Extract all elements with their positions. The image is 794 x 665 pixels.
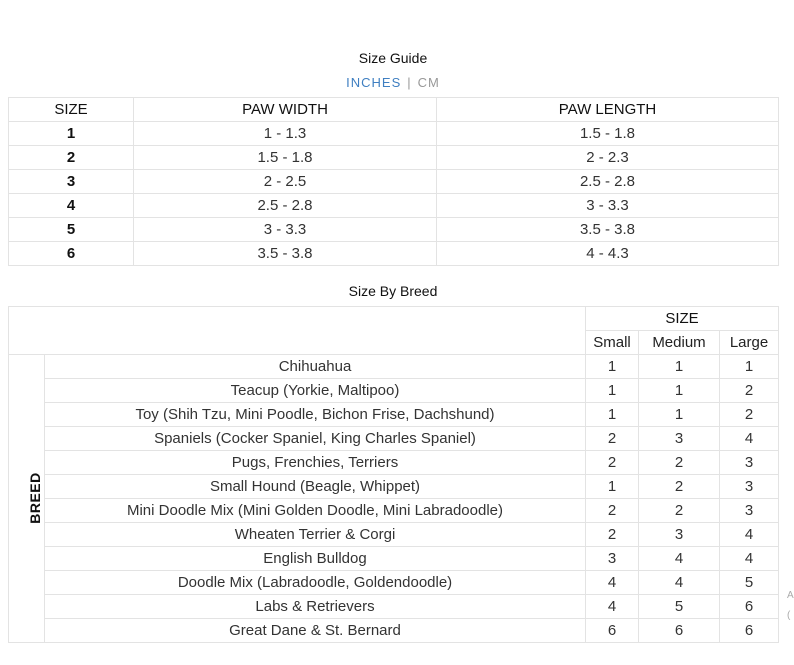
breed-row bbox=[9, 595, 779, 619]
breed-name: Great Dane & St. Bernard bbox=[45, 619, 586, 643]
size-value: 4 bbox=[9, 194, 134, 218]
size-guide-row bbox=[9, 218, 779, 242]
size-by-breed-table bbox=[8, 306, 779, 643]
small-size-value: 1 bbox=[586, 355, 639, 379]
size-guide-title: Size Guide bbox=[358, 50, 428, 66]
medium-size-value: 3 bbox=[639, 427, 720, 451]
breed-row bbox=[9, 523, 779, 547]
small-size-value: 1 bbox=[586, 379, 639, 403]
medium-size-value: 5 bbox=[639, 595, 720, 619]
small-size-value: 2 bbox=[586, 451, 639, 475]
small-size-value: 4 bbox=[586, 571, 639, 595]
breed-row bbox=[9, 427, 779, 451]
large-size-value: 2 bbox=[720, 379, 779, 403]
paw-width-value: 1.5 - 1.8 bbox=[134, 146, 437, 170]
paw-width-value: 3.5 - 3.8 bbox=[134, 242, 437, 266]
size-value: 2 bbox=[9, 146, 134, 170]
breed-row bbox=[9, 547, 779, 571]
edge-fragment-a: A bbox=[787, 590, 794, 601]
breed-name: Toy (Shih Tzu, Mini Poodle, Bichon Frise, Dachshund) bbox=[45, 403, 586, 427]
breed-name: Chihuahua bbox=[45, 355, 586, 379]
size-by-breed-title: Size By Breed bbox=[348, 283, 438, 299]
size-value: 5 bbox=[9, 218, 134, 242]
large-size-value: 3 bbox=[720, 475, 779, 499]
breed-name: Mini Doodle Mix (Mini Golden Doodle, Mini Labradoodle) bbox=[45, 499, 586, 523]
paw-length-value: 3.5 - 3.8 bbox=[437, 218, 779, 242]
paw-length-column-header: PAW LENGTH bbox=[437, 98, 779, 122]
medium-column-header: Medium bbox=[639, 331, 720, 355]
medium-size-value: 3 bbox=[639, 523, 720, 547]
large-size-value: 3 bbox=[720, 499, 779, 523]
medium-size-value: 4 bbox=[639, 547, 720, 571]
size-column-header: SIZE bbox=[9, 98, 134, 122]
large-size-value: 2 bbox=[720, 403, 779, 427]
breed-name: Teacup (Yorkie, Maltipoo) bbox=[45, 379, 586, 403]
breed-name: English Bulldog bbox=[45, 547, 586, 571]
unit-separator: | bbox=[407, 75, 412, 90]
medium-size-value: 2 bbox=[639, 499, 720, 523]
large-size-value: 4 bbox=[720, 427, 779, 451]
breed-row bbox=[9, 355, 779, 379]
breed-label: BREED bbox=[26, 472, 43, 524]
large-size-value: 4 bbox=[720, 523, 779, 547]
unit-toggle bbox=[0, 75, 786, 90]
breed-row bbox=[9, 403, 779, 427]
size-value: 1 bbox=[9, 122, 134, 146]
cm-unit-button[interactable]: CM bbox=[417, 75, 440, 90]
small-size-value: 4 bbox=[586, 595, 639, 619]
small-size-value: 2 bbox=[586, 499, 639, 523]
medium-size-value: 1 bbox=[639, 355, 720, 379]
paw-length-value: 2.5 - 2.8 bbox=[437, 170, 779, 194]
paw-width-value: 2.5 - 2.8 bbox=[134, 194, 437, 218]
breed-row bbox=[9, 571, 779, 595]
size-guide-table bbox=[8, 97, 779, 266]
small-size-value: 3 bbox=[586, 547, 639, 571]
size-value: 3 bbox=[9, 170, 134, 194]
size-guide-row bbox=[9, 194, 779, 218]
medium-size-value: 2 bbox=[639, 451, 720, 475]
header-blank-cell bbox=[9, 307, 586, 355]
medium-size-value: 6 bbox=[639, 619, 720, 643]
small-size-value: 1 bbox=[586, 475, 639, 499]
breed-label-cell bbox=[9, 355, 45, 643]
large-size-value: 6 bbox=[720, 619, 779, 643]
paw-length-value: 3 - 3.3 bbox=[437, 194, 779, 218]
large-size-value: 1 bbox=[720, 355, 779, 379]
breed-name: Spaniels (Cocker Spaniel, King Charles Spaniel) bbox=[45, 427, 586, 451]
breed-row bbox=[9, 475, 779, 499]
size-guide-row bbox=[9, 170, 779, 194]
breed-name: Wheaten Terrier & Corgi bbox=[45, 523, 586, 547]
large-size-value: 3 bbox=[720, 451, 779, 475]
size-guide-row bbox=[9, 122, 779, 146]
size-group-header-row bbox=[9, 307, 779, 331]
paw-length-value: 4 - 4.3 bbox=[437, 242, 779, 266]
medium-size-value: 1 bbox=[639, 379, 720, 403]
medium-size-value: 1 bbox=[639, 403, 720, 427]
medium-size-value: 4 bbox=[639, 571, 720, 595]
large-size-value: 6 bbox=[720, 595, 779, 619]
breed-name: Labs & Retrievers bbox=[45, 595, 586, 619]
small-size-value: 2 bbox=[586, 523, 639, 547]
small-size-value: 6 bbox=[586, 619, 639, 643]
breed-name: Small Hound (Beagle, Whippet) bbox=[45, 475, 586, 499]
size-group-header: SIZE bbox=[586, 307, 779, 331]
size-value: 6 bbox=[9, 242, 134, 266]
breed-row bbox=[9, 499, 779, 523]
paw-length-value: 2 - 2.3 bbox=[437, 146, 779, 170]
inches-unit-button[interactable]: INCHES bbox=[346, 75, 402, 90]
large-size-value: 4 bbox=[720, 547, 779, 571]
breed-row bbox=[9, 619, 779, 643]
breed-row bbox=[9, 451, 779, 475]
large-column-header: Large bbox=[720, 331, 779, 355]
edge-fragment-c: ( bbox=[787, 610, 791, 621]
small-size-value: 1 bbox=[586, 403, 639, 427]
small-column-header: Small bbox=[586, 331, 639, 355]
size-guide-row bbox=[9, 242, 779, 266]
paw-length-value: 1.5 - 1.8 bbox=[437, 122, 779, 146]
large-size-value: 5 bbox=[720, 571, 779, 595]
medium-size-value: 2 bbox=[639, 475, 720, 499]
size-guide-header-row bbox=[9, 98, 779, 122]
breed-name: Doodle Mix (Labradoodle, Goldendoodle) bbox=[45, 571, 586, 595]
paw-width-value: 3 - 3.3 bbox=[134, 218, 437, 242]
paw-width-value: 2 - 2.5 bbox=[134, 170, 437, 194]
small-size-value: 2 bbox=[586, 427, 639, 451]
paw-width-column-header: PAW WIDTH bbox=[134, 98, 437, 122]
breed-name: Pugs, Frenchies, Terriers bbox=[45, 451, 586, 475]
paw-width-value: 1 - 1.3 bbox=[134, 122, 437, 146]
breed-row bbox=[9, 379, 779, 403]
size-guide-row bbox=[9, 146, 779, 170]
